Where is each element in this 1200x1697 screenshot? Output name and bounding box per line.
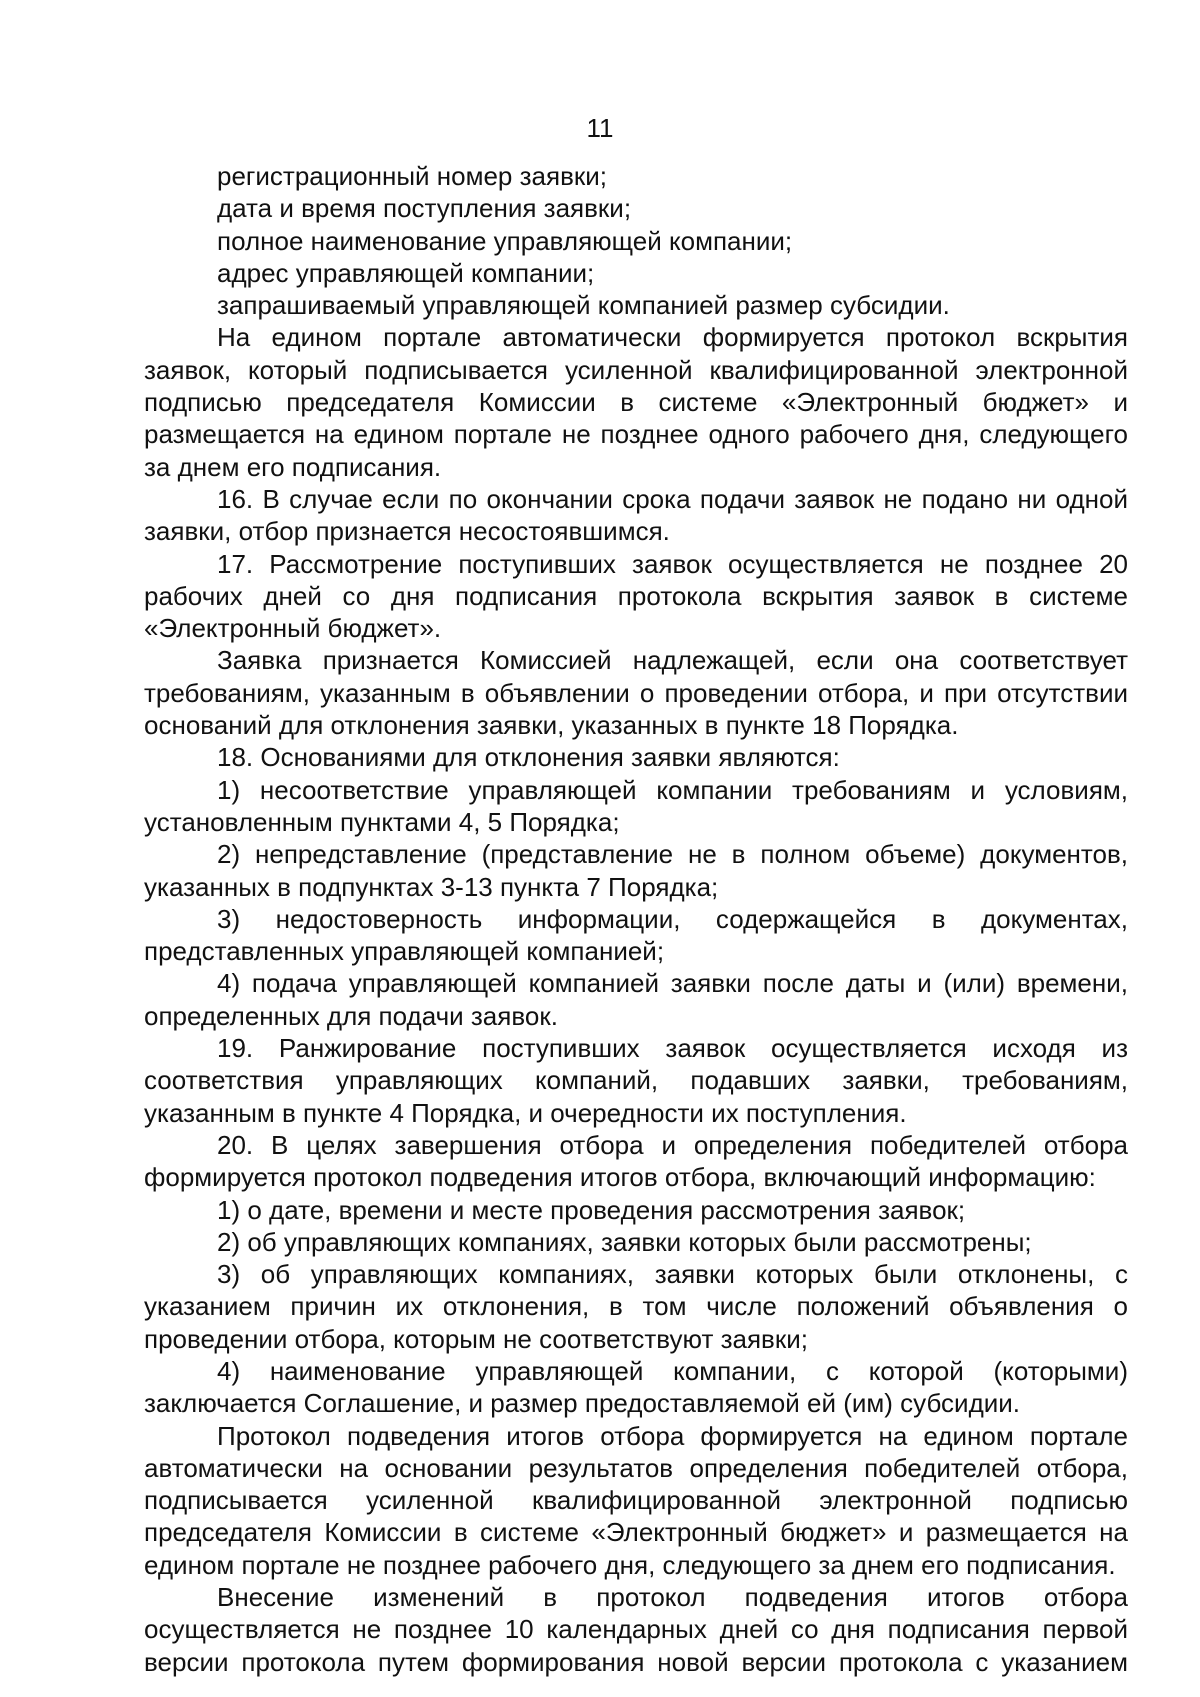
- paragraph: 3) об управляющих компаниях, заявки которых были отклонены, с указанием причин их отклонения, в том числе положений объявления о проведении отбора, которым не соответствуют заявки;: [144, 1259, 1128, 1354]
- paragraph: 17. Рассмотрение поступивших заявок осуществляется не позднее 20 рабочих дней со дня подписания протокола вскрытия заявок в системе «Электронный бюджет».: [144, 548, 1128, 644]
- paragraph: 19. Ранжирование поступивших заявок осуществляется исходя из соответствия управляющих компаний, подавших заявки, требованиям, указанным в пункте 4 Порядка, и очередности их поступления.: [144, 1033, 1128, 1128]
- paragraph: 1) несоответствие управляющей компании требованиям и условиям, установленным пунктами 4, 5 Порядка;: [144, 774, 1128, 837]
- paragraph: На едином портале автоматически формируется протокол вскрытия заявок, который подписывается усиленной квалифицированной электронной подписью председателя Комиссии в системе «Электронный бюджет» и размещается на едином портале не позднее одного рабочего дня, следующего за днем его подписания.: [144, 322, 1128, 482]
- paragraph: дата и время поступления заявки;: [217, 193, 632, 224]
- paragraph: 1) о дате, времени и месте проведения рассмотрения заявок;: [217, 1194, 966, 1225]
- paragraph: 4) подача управляющей компанией заявки после даты и (или) времени, определенных для подачи заявок.: [144, 968, 1128, 1031]
- document-body: [144, 160, 1128, 1678]
- paragraph: 3) недостоверность информации, содержащейся в документах, представленных управляющей компанией;: [144, 903, 1128, 967]
- paragraph: запрашиваемый управляющей компанией размер субсидии.: [217, 290, 950, 321]
- paragraph: полное наименование управляющей компании;: [217, 225, 793, 256]
- paragraph: Внесение изменений в протокол подведения итогов отбора осуществляется не позднее 10 календарных дней со дня подписания первой версии протокола путем формирования новой версии протокола с указанием: [144, 1582, 1128, 1677]
- paragraph: Протокол подведения итогов отбора формируется на едином портале автоматически на основании результатов определения победителей отбора, подписывается усиленной квалифицированной электронной подписью председателя Комиссии в системе «Электронный бюджет» и размещается на едином портале не позднее рабочего дня, следующего за днем его подписания.: [144, 1420, 1128, 1580]
- paragraph: 20. В целях завершения отбора и определения победителей отбора формируется протокол подведения итогов отбора, включающий информацию:: [144, 1129, 1128, 1193]
- paragraph: Заявка признается Комиссией надлежащей, если она соответствует требованиям, указанным в объявлении о проведении отбора, и при отсутствии оснований для отклонения заявки, указанных в пункте 18 Порядка.: [144, 645, 1128, 741]
- paragraph: 4) наименование управляющей компании, с которой (которыми) заключается Соглашение, и размер предоставляемой ей (им) субсидии.: [144, 1355, 1128, 1419]
- paragraph: 18. Основаниями для отклонения заявки являются:: [217, 742, 840, 773]
- paragraph: адрес управляющей компании;: [217, 257, 595, 288]
- paragraph: 2) непредставление (представление не в полном объеме) документов, указанных в подпунктах 3-13 пункта 7 Порядка;: [144, 839, 1128, 902]
- paragraph: 16. В случае если по окончании срока подачи заявок не подано ни одной заявки, отбор признается несостоявшимся.: [144, 483, 1128, 547]
- paragraph: 2) об управляющих компаниях, заявки которых были рассмотрены;: [217, 1226, 1032, 1257]
- paragraph: регистрационный номер заявки;: [217, 161, 608, 191]
- page-number: 11: [586, 113, 614, 143]
